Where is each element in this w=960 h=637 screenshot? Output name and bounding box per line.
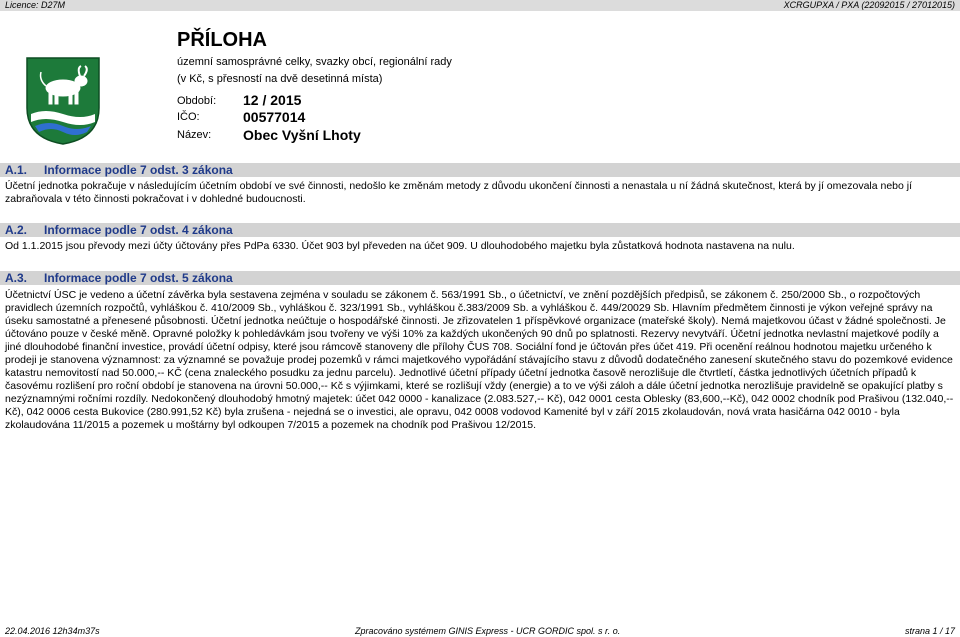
section-number: A.2. xyxy=(5,223,28,237)
section-text-a3: Účetnictví ÚSC je vedeno a účetní závěrka byla sestavena zejména v souladu se zákonem č. 563/1991 Sb., o účetnictví, ve znění pozdějších předpisů, se zákonem č. 250/2000 Sb., o rozpočtových pravidlech územních rozpočtů, vyhláškou č. 410/2009 Sb., vyhláškou č. 323/1991 Sb., vyhláškou č.383/2009 Sb. a vyhláškou č. 449/20029 Sb. Hlavním předmětem činnosti je výkon veřejné správy na úseku samostatné a přenesené působnosti. Účetní jednotka neúčtuje o hospodářské činnosti. Je zřizovatelen 1 příspěvkové organizace (mateřské školy). Nemá majetkovou účast v žádné společnosti. Je účtováno pouze v české měně. Opravné položky k pohledávkám jsou tvořeny ve výši 10% za každých ukončených 90 dnů po splatnosti. Rezervy nevytváří. Účetní jednotka nevlastní majetkové podíly a jiné dlouhodobé finanční investice, provádí účetní odpisy, které jsou rámcově stanoveny dle přílohy ČUS 708. Sociální fond je účtován přes účet 419. Při ocenění reálnou hodnotou majetku určeného k prodeji je stanovena významnost: za významné se považuje prodej pozemků v rámci majetkového vypořádání stávajícího stavu z důvodů dodatečného zanesení skutečného stavu do pozemkové evidence katastru nemovitostí nad 50.000,-- KČ (cena znaleckého posudku za jednu parcelu). Jednotlivé účetní případy účetní jednotka časově nerozlišuje dle čtvrtletí, částka jednotlivých účetních případů k časovému rozlišení pro roční období je stanovena na úrovni 50.000,-- Kč s výjimkami, které se rozlišují vždy (energie) a to ve výši záloh a dále účetní jednotka nerozlišuje pravidelně se opakující platby s nezýznamnými ročními rozdíly. Nedokončený dlouhodobý hmotný majetek: účet 042 0000 - kanalizace (2.083.527,-- Kč), 042 0001 cesta Oblesky (83,600,--Kč), 042 0002 chodník pod Prašivou (132.040,-- Kč), 042 0006 cesta Bukovice (280.991,52 Kč) byla zrušena - nejedná se o investici, ale opravu, 042 0008 vodovod Kamenité byl v září 2015 zkolaudován, nová vrata hasičárna 042 0010 - byla zkolaudována 11/2015 a pozemek u moštárny byl odkoupen 7/2015 a pozemek na chodník pod Prašivou 12/2015. xyxy=(5,289,954,431)
name-value: Obec Vyšní Lhoty xyxy=(243,127,361,143)
document-title: PŘÍLOHA xyxy=(177,29,267,51)
section-text-a1: Účetní jednotka pokračuje v následujícím účetním období ve své činnosti, nedošlo ke změnám metody z důvodu ukončení činnosti a nenastala u ní žádná skutečnost, která by jí omezovala nebo jí zabraňovala v této činnosti pokračovat i v dohledné budoucnosti. xyxy=(5,180,913,205)
licence-text: Licence: D27M xyxy=(5,0,66,10)
section-title: Informace podle 7 odst. 5 zákona xyxy=(44,271,233,285)
precision-note: (v Kč, s přesností na dvě desetinná místa) xyxy=(177,73,383,85)
top-bar xyxy=(0,0,960,11)
period-value: 12 / 2015 xyxy=(243,92,302,108)
section-text-a2: Od 1.1.2015 jsou převody mezi účty účtovány přes PdPa 6330. Účet 903 byl převeden na účet 909. U dlouhodobého majetku byla zůstatková hodnota nastavena na nulu. xyxy=(5,240,795,252)
section-title: Informace podle 7 odst. 4 zákona xyxy=(44,223,233,237)
footer-timestamp: 22.04.2016 12h34m37s xyxy=(5,626,100,636)
period-label: Období: xyxy=(177,95,217,107)
ico-value: 00577014 xyxy=(243,109,306,125)
ico-label: IČO: xyxy=(177,111,200,123)
document-code: XCRGUPXA / PXA (22092015 / 27012015) xyxy=(783,0,955,10)
document-subtitle: územní samosprávné celky, svazky obcí, regionální rady xyxy=(177,56,452,68)
section-title: Informace podle 7 odst. 3 zákona xyxy=(44,163,233,177)
page-footer xyxy=(0,626,960,637)
section-number: A.3. xyxy=(5,271,28,285)
footer-system: Zpracováno systémem GINIS Express - UCR GORDIC spol. s r. o. xyxy=(355,626,621,636)
section-header-a2 xyxy=(0,223,960,237)
section-header-a1 xyxy=(0,163,960,177)
coat-of-arms-icon xyxy=(25,56,101,146)
section-header-a3 xyxy=(0,271,960,285)
name-label: Název: xyxy=(177,129,212,141)
footer-page-number: strana 1 / 17 xyxy=(904,626,955,636)
section-number: A.1. xyxy=(5,163,28,177)
